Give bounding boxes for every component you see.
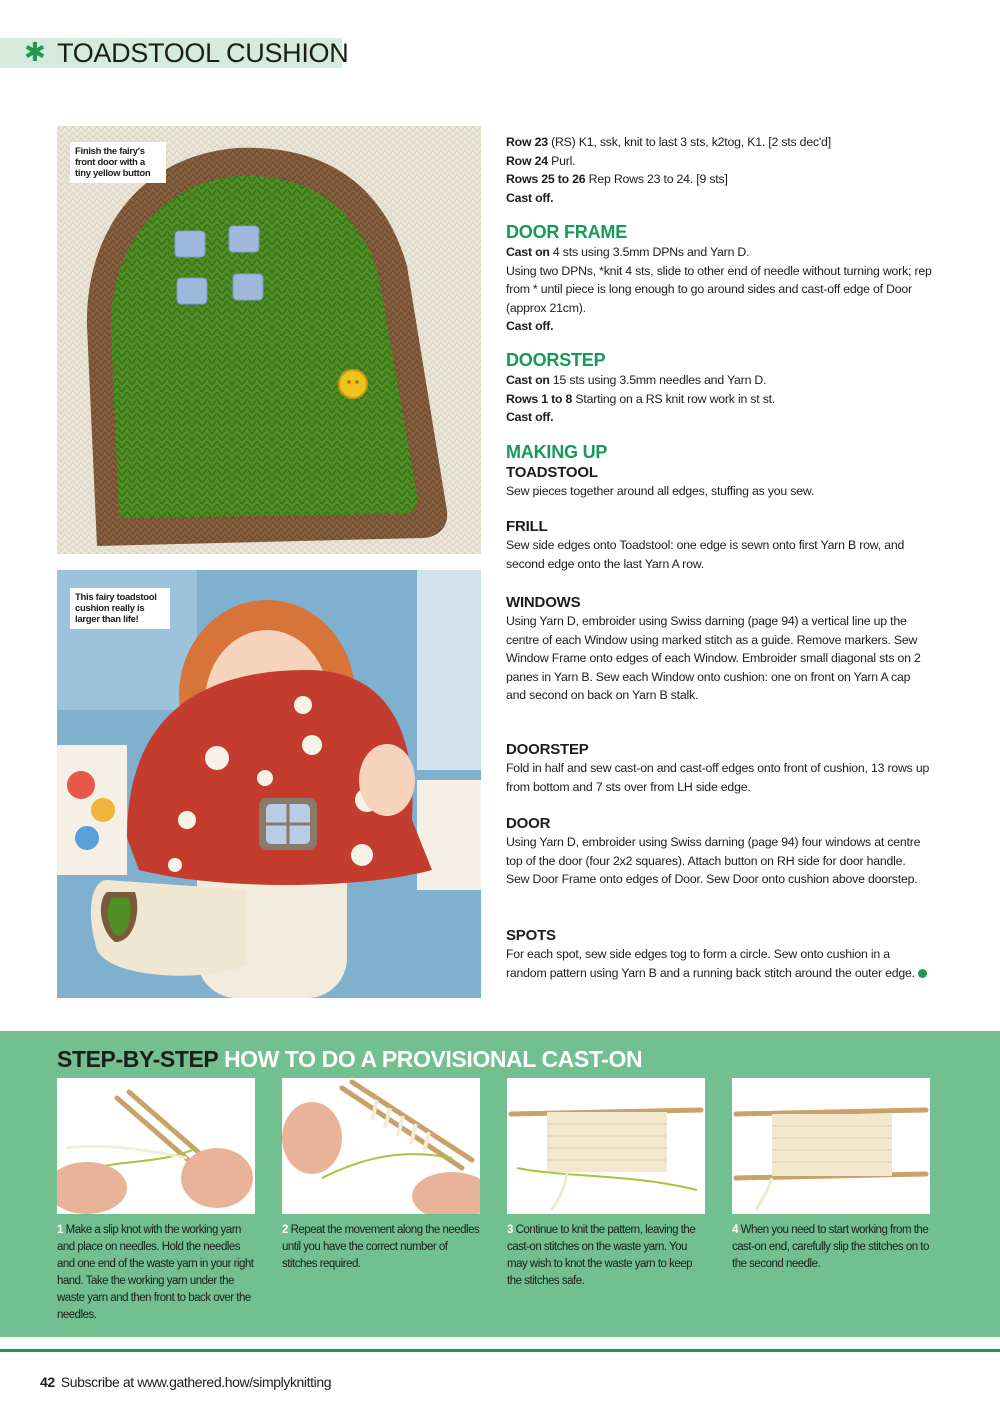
footer xyxy=(40,1373,331,1391)
door-heading: DOOR xyxy=(506,815,551,832)
girl-with-cushion-illustration xyxy=(57,570,481,998)
frill-section xyxy=(506,517,932,573)
door-section xyxy=(506,814,932,889)
doorstep-heading: DOORSTEP xyxy=(506,741,589,758)
step-3-photo xyxy=(507,1078,705,1214)
spots-section xyxy=(506,926,932,982)
spots-text: For each spot, sew side edges tog to form a circle. Sew onto cushion in a random pattern using Yarn B and a running back stitch around the outer edge. xyxy=(506,947,915,980)
spots-text-wrap xyxy=(506,945,932,982)
toadstool-heading: TOADSTOOL xyxy=(506,464,598,481)
girl-photo-caption: This fairy toadstool cushion really is larger than life! xyxy=(70,588,170,629)
step-4-text xyxy=(732,1222,934,1273)
door-text: Using Yarn D, embroider using Swiss darning (page 94) four windows at centre top of the door (four 2x2 squares). Attach button on RH side for door handle. Sew Door Frame onto edges of Door. Sew Door onto cushion above doorstep. xyxy=(506,835,921,887)
step-1-number: 1 xyxy=(57,1224,63,1236)
spots-heading: SPOTS xyxy=(506,927,556,944)
step-by-step-title xyxy=(57,1045,642,1073)
windows-text: Using Yarn D, embroider using Swiss darning (page 94) a vertical line up the centre of each Window using marked stitch as a guide. Remove markers. Sew Window Frame onto edges of each Window. Embroider small diagonal sts on 2 panes in Yarn B. Sew each Window onto cushion: one on front on Yarn A cap and second on back on Yarn B stalk. xyxy=(506,614,921,703)
frill-text: Sew side edges onto Toadstool: one edge is sewn onto first Yarn B row, and second edge onto the last Yarn A row. xyxy=(506,538,905,571)
door-frame-section xyxy=(506,221,932,336)
pattern-row-24: Row 24 Purl. xyxy=(506,153,576,168)
door-illustration xyxy=(57,126,481,554)
step-4-photo xyxy=(732,1078,930,1214)
door-frame-cast-off: Cast off. xyxy=(506,319,554,334)
doorstep-cast-on: Cast on 15 sts using 3.5mm needles and Yarn D. xyxy=(506,373,767,387)
step-2-number: 2 xyxy=(282,1224,288,1236)
doorstep-cast-off: Cast off. xyxy=(506,410,554,425)
clover-icon: ✱ xyxy=(24,38,46,68)
step-by-step-subtitle: HOW TO DO A PROVISIONAL CAST-ON xyxy=(223,1046,643,1072)
step-3-body: Continue to knit the pattern, leaving the cast-on stitches on the waste yarn. You may wish to knot the waste yarn to keep the stitches safe. xyxy=(507,1224,696,1287)
step-2-photo xyxy=(282,1078,480,1214)
step-4-body: When you need to start working from the cast-on end, carefully slip the stitches on to the second needle. xyxy=(732,1224,929,1270)
footer-rule xyxy=(0,1349,1000,1352)
step-4-number: 4 xyxy=(732,1224,738,1236)
doorstep-pattern-section xyxy=(506,349,932,427)
step-1-illustration xyxy=(57,1078,255,1214)
step-3-illustration xyxy=(507,1078,705,1214)
pattern-row-23: Row 23 (RS) K1, ssk, knit to last 3 sts, k2tog, K1. [2 sts dec'd] xyxy=(506,135,831,149)
door-photo-caption: Finish the fairy's front door with a tiny yellow button xyxy=(70,142,166,183)
step-2-illustration xyxy=(282,1078,480,1214)
end-mark-icon xyxy=(918,969,927,978)
pattern-rows-25-26: Rows 25 to 26 Rep Rows 23 to 24. [9 sts] xyxy=(506,172,728,187)
girl-photo xyxy=(57,570,481,998)
toadstool-text: Sew pieces together around all edges, stuffing as you sew. xyxy=(506,484,815,498)
page-number: 42 xyxy=(40,1374,55,1390)
step-1-text xyxy=(57,1222,259,1324)
step-by-step-label: STEP-BY-STEP xyxy=(57,1046,218,1072)
doorstep-text: Fold in half and sew cast-on and cast-off edges onto front of cushion, 13 rows up from bottom and 7 sts over from LH side edge. xyxy=(506,761,930,794)
door-photo xyxy=(57,126,481,554)
making-up-section xyxy=(506,441,932,501)
pattern-rows xyxy=(506,133,932,207)
step-1-body: Make a slip knot with the working yarn and place on needles. Hold the needles and one end of the waste yarn in your right hand. Take the working yarn under the waste yarn and then front to back over the needles. xyxy=(57,1224,254,1321)
step-2-text xyxy=(282,1222,484,1273)
frill-heading: FRILL xyxy=(506,518,548,535)
door-frame-cast-on: Cast on 4 sts using 3.5mm DPNs and Yarn D. xyxy=(506,245,750,259)
step-3-text xyxy=(507,1222,709,1290)
pattern-cast-off: Cast off. xyxy=(506,190,554,205)
subscribe-link[interactable]: Subscribe at www.gathered.how/simplyknitting xyxy=(60,1374,332,1390)
step-2-body: Repeat the movement along the needles until you have the correct number of stitches required. xyxy=(282,1224,480,1270)
doorstep-rows: Rows 1 to 8 Starting on a RS knit row work in st st. xyxy=(506,391,776,406)
doorstep-section xyxy=(506,740,932,796)
making-up-heading: MAKING UP xyxy=(506,442,608,462)
windows-heading: WINDOWS xyxy=(506,594,581,611)
doorstep-pattern-heading: DOORSTEP xyxy=(506,350,606,370)
windows-section xyxy=(506,593,932,705)
step-1-photo xyxy=(57,1078,255,1214)
step-3-number: 3 xyxy=(507,1224,513,1236)
page-title: TOADSTOOL CUSHION xyxy=(57,38,349,68)
door-frame-body: Using two DPNs, *knit 4 sts, slide to other end of needle without turning work; rep from * until piece is long enough to go around sides and cast-off edge of Door (approx 21cm). xyxy=(506,263,932,315)
step-4-illustration xyxy=(732,1078,930,1214)
door-frame-heading: DOOR FRAME xyxy=(506,222,627,242)
